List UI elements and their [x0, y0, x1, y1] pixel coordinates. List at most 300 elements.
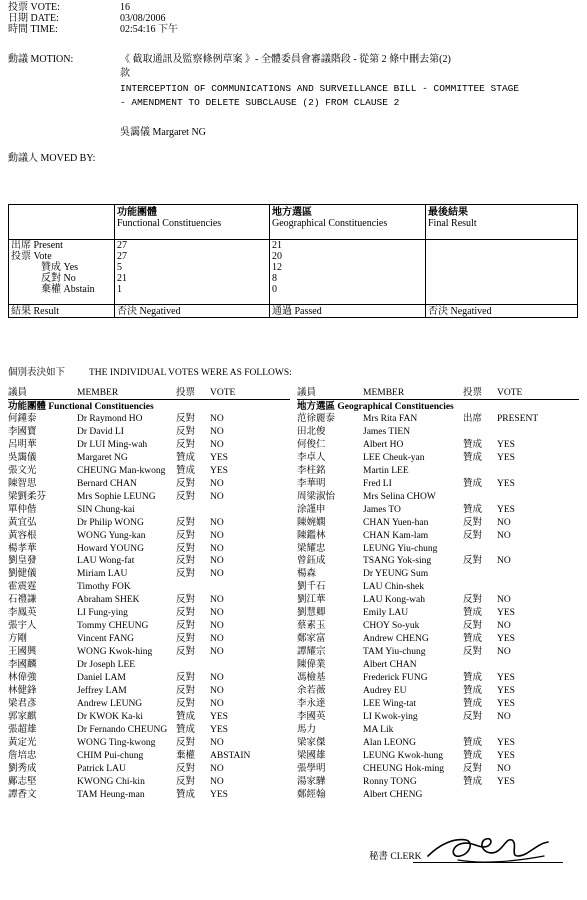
member-vote-en: YES — [210, 465, 228, 476]
gc-no-value: 8 — [272, 273, 277, 284]
member-row — [297, 452, 582, 464]
member-row — [297, 789, 582, 801]
member-vote-zh: 贊成 — [176, 465, 196, 476]
member-name-zh: 劉江華 — [297, 595, 326, 606]
member-name-en: Bernard CHAN — [77, 478, 137, 489]
member-row — [8, 724, 293, 736]
clerk-label: 秘書 CLERK — [369, 852, 422, 862]
member-vote-zh: 棄權 — [176, 750, 196, 761]
member-vote-en: NO — [210, 530, 224, 541]
member-name-zh: 李柱銘 — [297, 465, 326, 476]
member-row — [297, 633, 582, 645]
member-row — [297, 646, 582, 658]
date-label: 日期 DATE: — [8, 13, 59, 24]
member-vote-en: NO — [210, 763, 224, 774]
member-name-zh: 李卓人 — [297, 452, 326, 463]
member-vote-en: YES — [497, 685, 515, 696]
member-vote-en: NO — [210, 685, 224, 696]
individual-votes-intro-en: THE INDIVIDUAL VOTES WERE AS FOLLOWS: — [89, 368, 292, 378]
member-row — [8, 491, 293, 503]
member-name-en: LEE Wing-tat — [363, 698, 416, 709]
member-name-en: Albert HO — [363, 439, 404, 450]
table-divider — [269, 205, 270, 317]
member-vote-zh: 贊成 — [176, 789, 196, 800]
member-row — [297, 594, 582, 606]
member-name-zh: 石禮謙 — [8, 595, 37, 606]
member-row — [297, 413, 582, 425]
member-name-en: LEUNG Kwok-hung — [363, 750, 443, 761]
member-name-en: WONG Yung-kan — [77, 530, 146, 541]
member-vote-zh: 反對 — [176, 737, 196, 748]
member-name-zh: 周梁淑怡 — [297, 491, 336, 502]
member-row — [297, 491, 582, 503]
member-name-zh: 黃定光 — [8, 737, 37, 748]
member-vote-en: YES — [497, 452, 515, 463]
gc-vote-value: 20 — [272, 251, 282, 262]
member-row — [8, 698, 293, 710]
member-row — [8, 750, 293, 762]
member-name-zh: 陳婉嫻 — [297, 517, 326, 528]
member-name-zh: 劉皇發 — [8, 556, 37, 567]
member-name-en: CHOY So-yuk — [363, 621, 420, 632]
member-name-en: Patrick LAU — [77, 763, 126, 774]
member-vote-en: NO — [497, 595, 511, 606]
member-name-en: Audrey EU — [363, 685, 407, 696]
vote-number-value: 16 — [120, 2, 130, 13]
member-vote-en: NO — [210, 556, 224, 567]
member-vote-en: NO — [497, 517, 511, 528]
member-name-zh: 涂謹申 — [297, 504, 326, 515]
member-name-zh: 李華明 — [297, 478, 326, 489]
member-name-zh: 林偉強 — [8, 673, 37, 683]
member-vote-zh: 反對 — [463, 595, 483, 606]
member-row — [8, 465, 293, 477]
member-name-en: Jeffrey LAM — [77, 685, 127, 696]
member-vote-zh: 贊成 — [463, 685, 483, 696]
gc-hdr-member-en: MEMBER — [363, 388, 405, 398]
member-row — [297, 659, 582, 671]
member-name-en: Albert CHENG — [363, 789, 423, 800]
member-name-en: LAU Chin-shek — [363, 582, 424, 593]
member-name-zh: 譚耀宗 — [297, 647, 326, 658]
member-name-zh: 李國寶 — [8, 426, 37, 437]
member-vote-en: PRESENT — [497, 414, 539, 424]
member-name-zh: 陳鑑林 — [297, 530, 326, 541]
gc-header-rule — [297, 399, 579, 400]
gc-hdr-vote-en: VOTE — [497, 388, 523, 398]
member-row — [297, 724, 582, 736]
member-vote-zh: 反對 — [176, 414, 196, 424]
row-label-present: 出席 Present — [11, 240, 63, 251]
member-row — [8, 737, 293, 749]
member-name-en: James TO — [363, 504, 401, 515]
time-label: 時間 TIME: — [8, 24, 58, 35]
fc-no-value: 21 — [117, 273, 127, 284]
member-name-zh: 何鍾泰 — [8, 414, 37, 424]
member-row — [297, 763, 582, 775]
motion-text-zh-line2: 款 — [120, 68, 130, 79]
member-vote-zh: 贊成 — [176, 711, 196, 722]
member-vote-zh: 反對 — [463, 763, 483, 774]
motion-text-en-line1: INTERCEPTION OF COMMUNICATIONS AND SURVEILLANCE BILL - COMMITTEE STAGE — [120, 83, 520, 94]
member-vote-en: YES — [210, 452, 228, 463]
member-row — [8, 633, 293, 645]
member-vote-en: NO — [497, 530, 511, 541]
member-vote-zh: 贊成 — [463, 452, 483, 463]
member-name-zh: 吳靄儀 — [8, 452, 37, 463]
fc-hdr-vote-zh: 投票 — [176, 388, 196, 398]
member-vote-en: NO — [210, 647, 224, 658]
member-vote-en: ABSTAIN — [210, 750, 251, 761]
member-name-zh: 鄭經翰 — [297, 789, 326, 800]
member-vote-en: NO — [210, 776, 224, 787]
fc-header-rule — [8, 399, 290, 400]
member-vote-en: YES — [497, 673, 515, 683]
member-vote-zh: 贊成 — [463, 737, 483, 748]
member-vote-zh: 反對 — [176, 634, 196, 645]
member-name-en: Mrs Sophie LEUNG — [77, 491, 156, 502]
col-header-gc-en: Geographical Constituencies — [272, 218, 388, 229]
member-row — [8, 581, 293, 593]
member-name-en: Dr Fernando CHEUNG — [77, 724, 168, 735]
member-vote-zh: 反對 — [463, 711, 483, 722]
member-row — [297, 711, 582, 723]
member-name-en: Mrs Selina CHOW — [363, 491, 436, 502]
member-row — [8, 452, 293, 464]
member-vote-zh: 反對 — [176, 698, 196, 709]
member-vote-en: NO — [210, 517, 224, 528]
member-vote-zh: 反對 — [176, 763, 196, 774]
member-name-zh: 王國興 — [8, 647, 37, 658]
member-row — [8, 426, 293, 438]
member-name-en: Margaret NG — [77, 452, 128, 463]
member-vote-en: YES — [210, 789, 228, 800]
member-vote-zh: 反對 — [176, 517, 196, 528]
member-vote-en: YES — [497, 737, 515, 748]
member-vote-zh: 反對 — [176, 530, 196, 541]
member-vote-en: NO — [210, 698, 224, 709]
table-divider — [9, 304, 577, 305]
member-vote-zh: 反對 — [176, 543, 196, 554]
member-vote-zh: 出席 — [463, 414, 483, 424]
member-vote-zh: 贊成 — [463, 608, 483, 619]
member-name-zh: 劉慧卿 — [297, 608, 326, 619]
fc-hdr-vote-en: VOTE — [210, 388, 236, 398]
member-vote-en: YES — [497, 439, 515, 450]
member-vote-zh: 反對 — [176, 685, 196, 696]
member-row — [297, 555, 582, 567]
gc-hdr-member-zh: 議員 — [297, 388, 317, 398]
member-name-en: Alan LEONG — [363, 737, 417, 748]
member-name-zh: 馬力 — [297, 724, 317, 735]
member-vote-en: NO — [497, 647, 511, 658]
individual-votes-intro-zh: 個別表決如下 — [8, 368, 66, 378]
member-vote-zh: 贊成 — [463, 478, 483, 489]
member-vote-zh: 贊成 — [463, 673, 483, 683]
member-vote-en: NO — [497, 621, 511, 632]
member-name-zh: 曾鈺成 — [297, 556, 326, 567]
member-row — [8, 763, 293, 775]
member-name-zh: 詹培忠 — [8, 750, 37, 761]
member-row — [297, 737, 582, 749]
member-row — [297, 776, 582, 788]
member-row — [8, 530, 293, 542]
member-name-en: MA Lik — [363, 724, 394, 735]
member-row — [8, 413, 293, 425]
member-vote-en: NO — [210, 426, 224, 437]
member-name-en: Daniel LAM — [77, 673, 126, 683]
member-row — [8, 594, 293, 606]
member-name-en: Albert CHAN — [363, 660, 417, 671]
member-name-zh: 梁家傑 — [297, 737, 326, 748]
member-vote-zh: 贊成 — [463, 504, 483, 515]
member-name-zh: 張文光 — [8, 465, 37, 476]
gc-hdr-vote-zh: 投票 — [463, 388, 483, 398]
fc-hdr-member-en: MEMBER — [77, 388, 119, 398]
member-vote-zh: 反對 — [463, 621, 483, 632]
member-row — [8, 711, 293, 723]
member-name-zh: 梁君彥 — [8, 698, 37, 709]
member-row — [297, 517, 582, 529]
col-header-final-zh: 最後結果 — [428, 207, 468, 218]
member-vote-en: YES — [497, 504, 515, 515]
member-name-en: Dr YEUNG Sum — [363, 569, 429, 580]
member-row — [297, 530, 582, 542]
member-row — [8, 672, 293, 684]
member-row — [297, 607, 582, 619]
summary-table — [8, 204, 578, 318]
gc-present-value: 21 — [272, 240, 282, 251]
member-row — [297, 504, 582, 516]
member-row — [297, 581, 582, 593]
member-name-en: Miriam LAU — [77, 569, 128, 580]
member-name-en: LAU Wong-fat — [77, 556, 135, 567]
member-name-zh: 張學明 — [297, 763, 326, 774]
member-vote-zh: 反對 — [463, 647, 483, 658]
member-name-en: Abraham SHEK — [77, 595, 140, 606]
member-vote-zh: 反對 — [176, 569, 196, 580]
table-divider — [425, 205, 426, 317]
member-vote-zh: 贊成 — [463, 439, 483, 450]
member-name-en: Timothy FOK — [77, 582, 131, 593]
member-name-en: Frederick FUNG — [363, 673, 428, 683]
member-name-en: CHAN Yuen-han — [363, 517, 429, 528]
member-name-zh: 范徐麗泰 — [297, 414, 336, 424]
member-vote-zh: 反對 — [176, 426, 196, 437]
member-vote-zh: 反對 — [463, 556, 483, 567]
member-name-en: Mrs Rita FAN — [363, 414, 418, 424]
member-name-en: TSANG Yok-sing — [363, 556, 432, 567]
member-vote-en: NO — [497, 556, 511, 567]
member-vote-zh: 反對 — [176, 647, 196, 658]
member-vote-zh: 反對 — [176, 491, 196, 502]
member-name-zh: 譚香文 — [8, 789, 37, 800]
member-name-en: CHIM Pui-chung — [77, 750, 144, 761]
member-vote-en: NO — [210, 634, 224, 645]
member-vote-en: NO — [210, 608, 224, 619]
member-name-en: Dr Raymond HO — [77, 414, 143, 424]
member-vote-en: YES — [497, 698, 515, 709]
member-name-zh: 李國英 — [297, 711, 326, 722]
member-vote-en: NO — [210, 491, 224, 502]
member-name-en: WONG Kwok-hing — [77, 647, 153, 658]
member-vote-en: YES — [497, 634, 515, 645]
fc-hdr-member-zh: 議員 — [8, 388, 28, 398]
moved-by-label: 動議人 MOVED BY: — [8, 153, 96, 164]
member-name-en: KWONG Chi-kin — [77, 776, 145, 787]
member-name-zh: 梁劉柔芬 — [8, 491, 47, 502]
member-vote-en: NO — [210, 595, 224, 606]
member-name-zh: 李國麟 — [8, 660, 37, 671]
member-name-en: CHEUNG Hok-ming — [363, 763, 445, 774]
member-vote-zh: 反對 — [176, 776, 196, 787]
member-name-zh: 張宇人 — [8, 621, 37, 632]
member-vote-en: YES — [497, 776, 515, 787]
row-label-no: 反對 No — [41, 273, 76, 284]
member-row — [297, 478, 582, 490]
member-row — [8, 517, 293, 529]
member-row — [8, 478, 293, 490]
member-vote-en: NO — [497, 711, 511, 722]
member-name-zh: 張超雄 — [8, 724, 37, 735]
member-row — [297, 620, 582, 632]
member-row — [297, 465, 582, 477]
member-name-zh: 楊森 — [297, 569, 317, 580]
row-label-abstain: 棄權 Abstain — [41, 284, 95, 295]
member-name-en: LI Fung-ying — [77, 608, 128, 619]
member-name-zh: 郭家麒 — [8, 711, 37, 722]
member-name-zh: 田北俊 — [297, 426, 326, 437]
member-name-en: Dr Philip WONG — [77, 517, 144, 528]
member-row — [297, 439, 582, 451]
member-row — [8, 789, 293, 801]
member-vote-zh: 反對 — [463, 530, 483, 541]
member-name-zh: 單仲偕 — [8, 504, 37, 515]
member-vote-zh: 贊成 — [176, 452, 196, 463]
member-row — [8, 659, 293, 671]
clerk-signature-image — [420, 826, 560, 868]
member-vote-en: YES — [497, 750, 515, 761]
row-label-yes: 贊成 Yes — [41, 262, 79, 273]
member-row — [8, 776, 293, 788]
member-name-en: Tommy CHEUNG — [77, 621, 149, 632]
col-header-fc-en: Functional Constituencies — [117, 218, 222, 229]
member-name-en: James TIEN — [363, 426, 411, 437]
member-vote-en: YES — [210, 724, 228, 735]
member-name-en: Fred LI — [363, 478, 392, 489]
member-name-en: TAM Yiu-chung — [363, 647, 426, 658]
member-name-en: Howard YOUNG — [77, 543, 144, 554]
member-name-zh: 馮檢基 — [297, 673, 326, 683]
member-vote-en: NO — [210, 673, 224, 683]
member-name-en: Dr LUI Ming-wah — [77, 439, 148, 450]
member-name-en: CHAN Kam-lam — [363, 530, 429, 541]
member-vote-zh: 反對 — [176, 621, 196, 632]
member-name-zh: 梁耀忠 — [297, 543, 326, 554]
member-name-en: Ronny TONG — [363, 776, 417, 787]
member-row — [8, 568, 293, 580]
motion-text-zh-line1: 《 截取通訊及監察條例草案 》- 全體委員會審議階段 - 從第 2 條中刪去第(2) — [120, 54, 451, 65]
row-label-vote: 投票 Vote — [11, 251, 52, 262]
member-row — [297, 543, 582, 555]
member-vote-zh: 反對 — [176, 673, 196, 683]
member-name-en: LEE Cheuk-yan — [363, 452, 425, 463]
member-vote-en: NO — [210, 621, 224, 632]
member-name-en: Andrew LEUNG — [77, 698, 143, 709]
member-name-en: SIN Chung-kai — [77, 504, 135, 515]
member-name-zh: 陳偉業 — [297, 660, 326, 671]
member-name-zh: 黃宜弘 — [8, 517, 37, 528]
gc-abstain-value: 0 — [272, 284, 277, 295]
member-name-zh: 鄺志堅 — [8, 776, 37, 787]
mover-name: 吳靄儀 Margaret NG — [120, 127, 206, 138]
member-vote-zh: 贊成 — [463, 776, 483, 787]
time-value: 02:54:16 下午 — [120, 24, 179, 35]
member-name-en: WONG Ting-kwong — [77, 737, 156, 748]
fc-present-value: 27 — [117, 240, 127, 251]
member-vote-zh: 贊成 — [463, 634, 483, 645]
member-vote-en: NO — [497, 763, 511, 774]
member-vote-zh: 反對 — [463, 517, 483, 528]
member-name-en: TAM Heung-man — [77, 789, 145, 800]
member-name-en: Dr David LI — [77, 426, 124, 437]
member-name-en: LAU Kong-wah — [363, 595, 426, 606]
col-header-fc-zh: 功能團體 — [117, 207, 157, 218]
member-vote-zh: 反對 — [176, 595, 196, 606]
member-name-zh: 余若薇 — [297, 685, 326, 696]
member-name-zh: 劉健儀 — [8, 569, 37, 580]
member-name-en: Emily LAU — [363, 608, 409, 619]
member-row — [8, 543, 293, 555]
member-row — [297, 568, 582, 580]
member-row — [8, 607, 293, 619]
member-name-zh: 何俊仁 — [297, 439, 326, 450]
member-vote-en: NO — [210, 414, 224, 424]
member-row — [8, 555, 293, 567]
member-name-zh: 鄭家富 — [297, 634, 326, 645]
member-row — [297, 685, 582, 697]
member-name-en: CHEUNG Man-kwong — [77, 465, 166, 476]
motion-label: 動議 MOTION: — [8, 54, 74, 65]
member-name-en: LI Kwok-ying — [363, 711, 418, 722]
row-label-result: 結果 Result — [11, 306, 60, 317]
col-header-final-en: Final Result — [428, 218, 477, 229]
member-vote-en: NO — [210, 439, 224, 450]
member-row — [297, 750, 582, 762]
fc-vote-value: 27 — [117, 251, 127, 262]
member-vote-en: NO — [210, 737, 224, 748]
member-name-zh: 劉秀成 — [8, 763, 37, 774]
member-vote-en: YES — [210, 711, 228, 722]
member-name-zh: 陳智思 — [8, 478, 37, 489]
member-name-zh: 劉千石 — [297, 582, 326, 593]
member-name-zh: 楊孝華 — [8, 543, 37, 554]
member-vote-zh: 反對 — [176, 608, 196, 619]
member-name-en: Vincent FANG — [77, 634, 135, 645]
member-row — [8, 620, 293, 632]
member-row — [8, 685, 293, 697]
motion-text-en-line2: - AMENDMENT TO DELETE SUBCLAUSE (2) FROM CLAUSE 2 — [120, 97, 400, 108]
member-row — [8, 646, 293, 658]
member-name-en: Dr KWOK Ka-ki — [77, 711, 143, 722]
gc-section-title: 地方選區 Geographical Constituencies — [297, 402, 454, 412]
gc-result-value: 通過 Passed — [272, 306, 322, 317]
member-name-zh: 林健鋒 — [8, 685, 37, 696]
member-vote-zh: 反對 — [176, 556, 196, 567]
gc-yes-value: 12 — [272, 262, 282, 273]
member-vote-zh: 贊成 — [463, 750, 483, 761]
member-vote-en: YES — [497, 608, 515, 619]
